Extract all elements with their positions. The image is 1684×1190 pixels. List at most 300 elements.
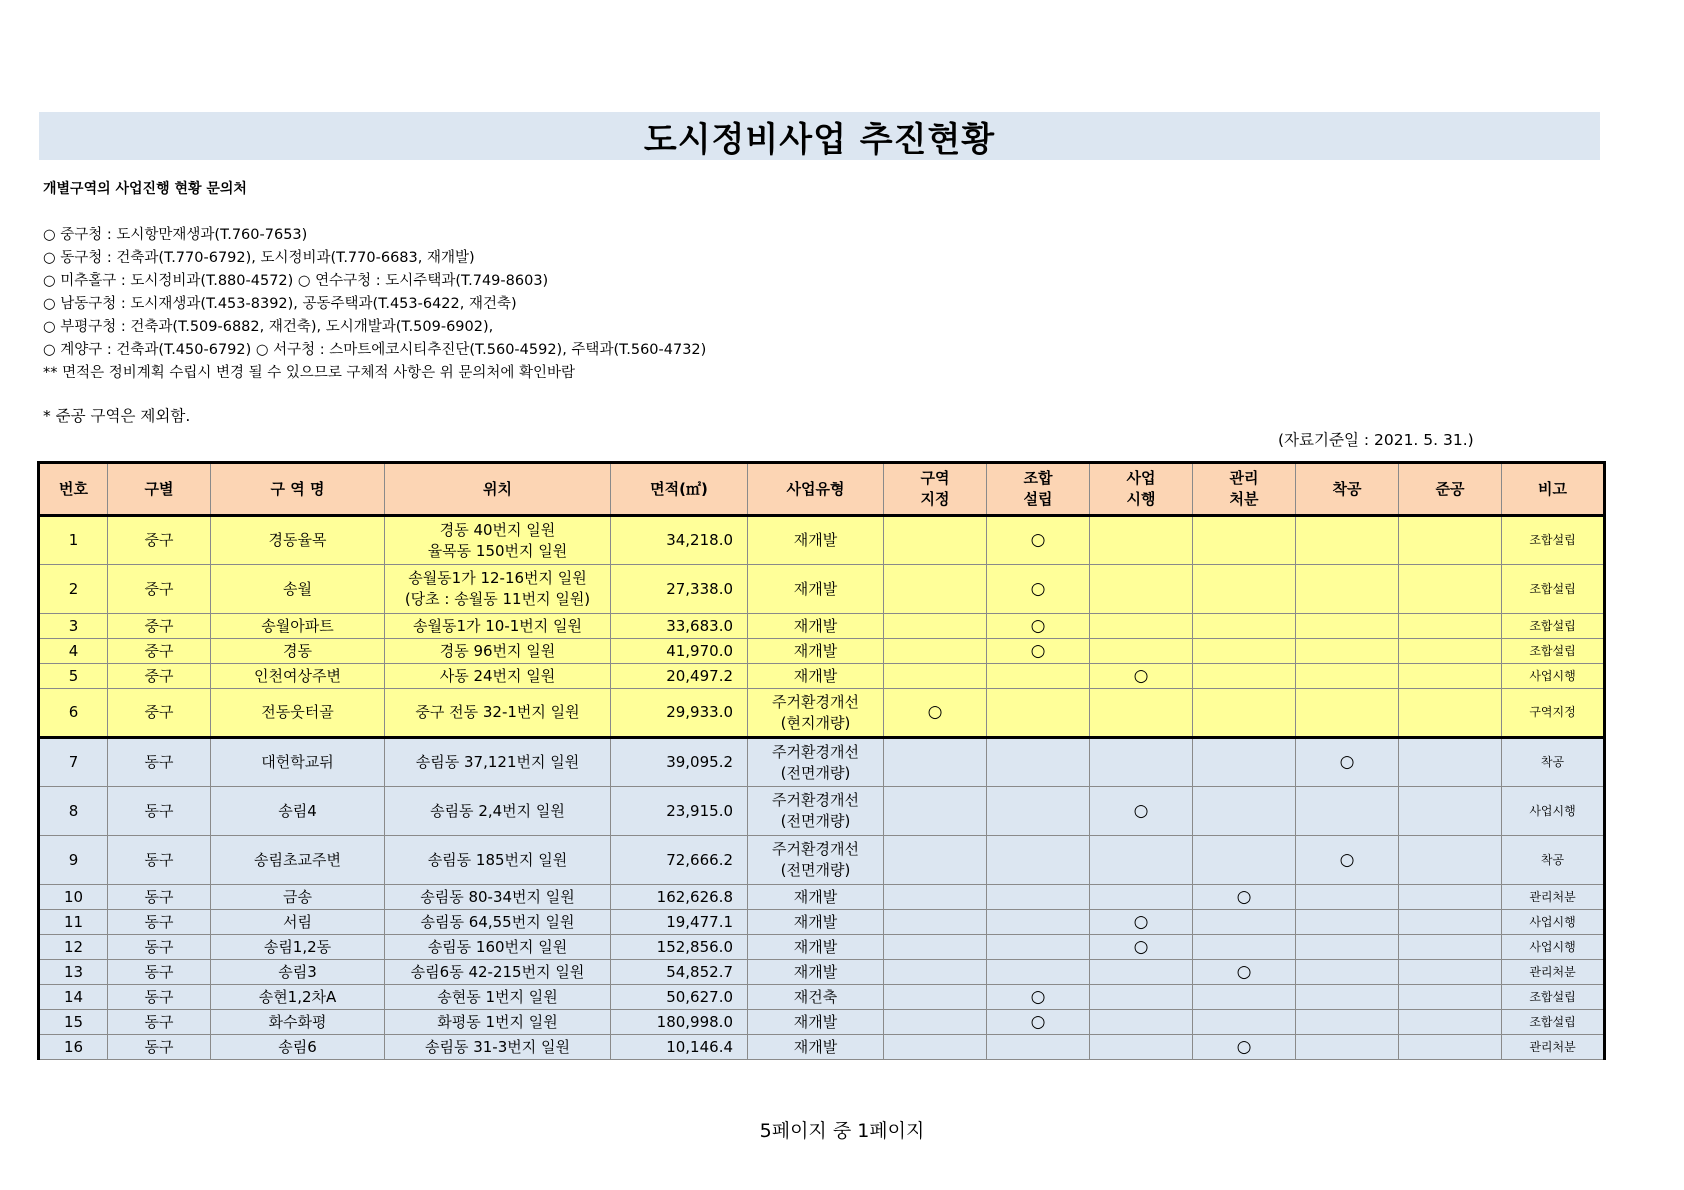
table-row — [39, 565, 1605, 614]
stage-2-cell — [987, 1035, 1090, 1060]
stage-3-cell — [1090, 738, 1193, 787]
stage-4-cell — [1193, 689, 1296, 738]
stage-4-cell — [1193, 565, 1296, 614]
stage-2-cell — [987, 787, 1090, 836]
row-area: 29,933.0 — [611, 689, 748, 738]
stage-mark-icon: ○ — [1030, 640, 1046, 661]
row-location — [385, 910, 611, 935]
title-bar — [39, 112, 1600, 160]
row-district: 동구 — [108, 1035, 211, 1060]
stage-1-cell — [884, 910, 987, 935]
stage-2-cell — [987, 565, 1090, 614]
stage-3-cell — [1090, 1035, 1193, 1060]
row-type-line: 주거환경개선 — [772, 742, 859, 761]
row-area: 33,683.0 — [611, 614, 748, 639]
row-type — [748, 910, 884, 935]
row-district: 동구 — [108, 935, 211, 960]
stage-6-cell — [1399, 516, 1502, 565]
header-district: 구별 — [108, 463, 211, 516]
row-remarks: 착공 — [1502, 836, 1605, 885]
row-zone-name: 서림 — [211, 910, 385, 935]
stage-2-cell — [987, 1010, 1090, 1035]
row-remarks: 착공 — [1502, 738, 1605, 787]
row-zone-name: 송월아파트 — [211, 614, 385, 639]
row-remarks: 관리처분 — [1502, 960, 1605, 985]
row-location — [385, 565, 611, 614]
contact-line: ○ 중구청 : 도시항만재생과(T.760-7653) — [43, 227, 308, 243]
stage-3-cell — [1090, 836, 1193, 885]
row-area: 23,915.0 — [611, 787, 748, 836]
stage-3-cell — [1090, 910, 1193, 935]
table-row — [39, 689, 1605, 738]
stage-6-cell — [1399, 935, 1502, 960]
table-row — [39, 639, 1605, 664]
stage-4-cell — [1193, 985, 1296, 1010]
row-remarks: 조합설립 — [1502, 985, 1605, 1010]
stage-4-cell — [1193, 836, 1296, 885]
stage-mark-icon: ○ — [1030, 578, 1046, 599]
row-type — [748, 885, 884, 910]
stage-2-cell — [987, 664, 1090, 689]
row-number: 8 — [39, 787, 108, 836]
stage-5-cell — [1296, 935, 1399, 960]
row-type-line: 재건축 — [793, 987, 838, 1006]
row-type — [748, 1035, 884, 1060]
stage-2-cell — [987, 516, 1090, 565]
row-zone-name: 송월 — [211, 565, 385, 614]
row-location — [385, 1035, 611, 1060]
stage-4-cell — [1193, 516, 1296, 565]
row-area: 72,666.2 — [611, 836, 748, 885]
header-no: 번호 — [39, 463, 108, 516]
row-area: 41,970.0 — [611, 639, 748, 664]
row-location-line: 송림동 2,4번지 일원 — [430, 801, 565, 820]
row-location-line: 송월동1가 10-1번지 일원 — [412, 616, 583, 635]
row-type — [748, 985, 884, 1010]
stage-1-cell — [884, 985, 987, 1010]
row-zone-name: 송림초교주변 — [211, 836, 385, 885]
stage-4-cell — [1193, 885, 1296, 910]
stage-3-cell — [1090, 787, 1193, 836]
row-remarks: 관리처분 — [1502, 885, 1605, 910]
row-location-line: 송림6동 42-215번지 일원 — [410, 962, 585, 981]
stage-1-cell — [884, 836, 987, 885]
table-row — [39, 787, 1605, 836]
stage-mark-icon: ○ — [1236, 886, 1252, 907]
row-location — [385, 836, 611, 885]
row-district: 중구 — [108, 639, 211, 664]
row-district: 중구 — [108, 516, 211, 565]
stage-1-cell — [884, 689, 987, 738]
stage-mark-icon: ○ — [1030, 530, 1046, 550]
table-row — [39, 836, 1605, 885]
stage-4-cell — [1193, 910, 1296, 935]
table-row — [39, 960, 1605, 985]
stage-mark-icon: ○ — [1030, 1011, 1046, 1032]
stage-3-cell — [1090, 664, 1193, 689]
header-location: 위치 — [385, 463, 611, 516]
stage-5-cell — [1296, 1010, 1399, 1035]
row-district: 동구 — [108, 1010, 211, 1035]
row-district: 동구 — [108, 910, 211, 935]
row-zone-name: 금송 — [211, 885, 385, 910]
row-zone-name: 전동웃터골 — [211, 689, 385, 738]
stage-1-cell — [884, 565, 987, 614]
stage-5-cell — [1296, 836, 1399, 885]
row-location-line: 경동 96번지 일원 — [439, 641, 556, 660]
row-district: 중구 — [108, 565, 211, 614]
stage-4-cell — [1193, 935, 1296, 960]
row-number: 7 — [39, 738, 108, 787]
row-type — [748, 960, 884, 985]
stage-4-cell — [1193, 1010, 1296, 1035]
table-row — [39, 614, 1605, 639]
stage-2-cell — [987, 885, 1090, 910]
stage-5-cell — [1296, 565, 1399, 614]
row-type — [748, 516, 884, 565]
stage-mark-icon: ○ — [1339, 849, 1355, 870]
row-number: 11 — [39, 910, 108, 935]
row-location — [385, 960, 611, 985]
row-location-line: 송림동 160번지 일원 — [427, 937, 568, 956]
row-area: 27,338.0 — [611, 565, 748, 614]
row-remarks: 조합설립 — [1502, 1010, 1605, 1035]
stage-5-cell — [1296, 689, 1399, 738]
row-number: 6 — [39, 689, 108, 738]
table-row — [39, 885, 1605, 910]
stage-3-cell — [1090, 935, 1193, 960]
row-location — [385, 689, 611, 738]
row-remarks: 조합설립 — [1502, 614, 1605, 639]
row-type-line: 주거환경개선 — [772, 840, 859, 858]
row-location — [385, 787, 611, 836]
stage-6-cell — [1399, 910, 1502, 935]
row-zone-name: 송림3 — [211, 960, 385, 985]
stage-1-cell — [884, 787, 987, 836]
row-number: 2 — [39, 565, 108, 614]
stage-3-cell — [1090, 985, 1193, 1010]
row-district: 동구 — [108, 738, 211, 787]
row-area: 162,626.8 — [611, 885, 748, 910]
stage-4-cell — [1193, 614, 1296, 639]
stage-3-cell — [1090, 689, 1193, 738]
stage-5-cell — [1296, 664, 1399, 689]
row-type — [748, 935, 884, 960]
row-number: 9 — [39, 836, 108, 885]
row-zone-name: 대헌학교뒤 — [211, 738, 385, 787]
row-district: 중구 — [108, 689, 211, 738]
contact-note: ** 면적은 정비계획 수립시 변경 될 수 있으므로 구체적 사항은 위 문의처에 확인바람 — [43, 365, 576, 381]
stage-mark-icon: ○ — [1339, 752, 1355, 772]
contact-line: ○ 미추홀구 : 도시정비과(T.880-4572) ○ 연수구청 : 도시주택과(T.749-8603) — [43, 273, 549, 289]
header-area: 면적(㎡) — [611, 463, 748, 516]
stage-5-cell — [1296, 639, 1399, 664]
row-type — [748, 689, 884, 738]
row-type-line: (전면개량) — [780, 763, 851, 782]
stage-6-cell — [1399, 738, 1502, 787]
stage-2-cell — [987, 614, 1090, 639]
row-type-line: 재개발 — [793, 616, 838, 635]
row-location — [385, 935, 611, 960]
row-remarks: 구역지정 — [1502, 689, 1605, 738]
row-district: 동구 — [108, 836, 211, 885]
contact-line: ○ 동구청 : 건축과(T.770-6792), 도시정비과(T.770-6683, 재개발) — [43, 250, 475, 266]
row-type — [748, 565, 884, 614]
row-zone-name: 경동율목 — [211, 516, 385, 565]
row-type-line: (전면개량) — [780, 861, 851, 879]
row-area: 50,627.0 — [611, 985, 748, 1010]
stage-6-cell — [1399, 1035, 1502, 1060]
row-zone-name: 송림6 — [211, 1035, 385, 1060]
stage-6-cell — [1399, 836, 1502, 885]
table-row — [39, 516, 1605, 565]
row-location-line: 송림동 31-3번지 일원 — [424, 1037, 570, 1056]
contact-line: ○ 남동구청 : 도시재생과(T.453-8392), 공동주택과(T.453-6422, 재건축) — [43, 296, 517, 312]
row-remarks: 사업시행 — [1502, 664, 1605, 689]
header-stage-disposal: 관리 처분 — [1193, 463, 1296, 516]
stage-3-cell — [1090, 639, 1193, 664]
stage-4-cell — [1193, 1035, 1296, 1060]
row-zone-name: 화수화평 — [211, 1010, 385, 1035]
contact-line: ○ 부평구청 : 건축과(T.509-6882, 재건축), 도시개발과(T.509-6902), — [43, 319, 494, 335]
project-table — [37, 461, 1606, 1060]
row-number: 4 — [39, 639, 108, 664]
row-location-line: 송림동 64,55번지 일원 — [420, 912, 575, 931]
stage-2-cell — [987, 836, 1090, 885]
row-district: 동구 — [108, 787, 211, 836]
row-area: 34,218.0 — [611, 516, 748, 565]
row-type-line: 재개발 — [793, 1012, 838, 1031]
stage-4-cell — [1193, 664, 1296, 689]
row-remarks: 조합설립 — [1502, 639, 1605, 664]
row-type-line: (현지개량) — [780, 713, 851, 732]
row-remarks: 조합설립 — [1502, 565, 1605, 614]
row-location — [385, 985, 611, 1010]
row-type-line: 재개발 — [793, 937, 838, 956]
exclude-note: * 준공 구역은 제외함. — [43, 407, 191, 425]
stage-mark-icon: ○ — [1236, 961, 1252, 982]
header-stage-designation: 구역 지정 — [884, 463, 987, 516]
row-location-line: 송현동 1번지 일원 — [437, 987, 558, 1006]
row-area: 19,477.1 — [611, 910, 748, 935]
stage-5-cell — [1296, 787, 1399, 836]
header-type: 사업유형 — [748, 463, 884, 516]
stage-3-cell — [1090, 960, 1193, 985]
stage-6-cell — [1399, 689, 1502, 738]
row-location-line: 율목동 150번지 일원 — [427, 541, 568, 560]
stage-1-cell — [884, 960, 987, 985]
row-number: 12 — [39, 935, 108, 960]
stage-mark-icon: ○ — [1030, 615, 1046, 636]
stage-6-cell — [1399, 960, 1502, 985]
row-area: 180,998.0 — [611, 1010, 748, 1035]
row-type-line: 주거환경개선 — [772, 791, 859, 809]
stage-6-cell — [1399, 1010, 1502, 1035]
row-location — [385, 664, 611, 689]
stage-1-cell — [884, 935, 987, 960]
row-zone-name: 인천여상주변 — [211, 664, 385, 689]
stage-2-cell — [987, 689, 1090, 738]
stage-1-cell — [884, 614, 987, 639]
row-type-line: 재개발 — [793, 641, 838, 660]
contact-list — [43, 224, 706, 385]
stage-mark-icon: ○ — [927, 702, 943, 722]
row-area: 10,146.4 — [611, 1035, 748, 1060]
stage-mark-icon: ○ — [1133, 911, 1149, 932]
stage-6-cell — [1399, 614, 1502, 639]
stage-5-cell — [1296, 1035, 1399, 1060]
row-number: 10 — [39, 885, 108, 910]
row-type — [748, 836, 884, 885]
row-type-line: 재개발 — [793, 1037, 838, 1056]
row-zone-name: 송림4 — [211, 787, 385, 836]
row-location — [385, 738, 611, 787]
row-location — [385, 516, 611, 565]
row-number: 14 — [39, 985, 108, 1010]
row-number: 15 — [39, 1010, 108, 1035]
stage-5-cell — [1296, 910, 1399, 935]
stage-2-cell — [987, 738, 1090, 787]
row-type-line: 재개발 — [793, 887, 838, 906]
row-type-line: 재개발 — [793, 962, 838, 981]
stage-2-cell — [987, 910, 1090, 935]
table-row — [39, 1010, 1605, 1035]
row-district: 동구 — [108, 985, 211, 1010]
stage-6-cell — [1399, 664, 1502, 689]
table-row — [39, 910, 1605, 935]
stage-6-cell — [1399, 565, 1502, 614]
row-type-line: 재개발 — [793, 912, 838, 931]
stage-5-cell — [1296, 614, 1399, 639]
stage-2-cell — [987, 985, 1090, 1010]
stage-4-cell — [1193, 787, 1296, 836]
row-district: 동구 — [108, 960, 211, 985]
row-type — [748, 614, 884, 639]
row-type-line: 재개발 — [793, 579, 838, 598]
header-stage-union: 조합 설립 — [987, 463, 1090, 516]
row-type — [748, 738, 884, 787]
stage-2-cell — [987, 935, 1090, 960]
row-location-line: 송림동 37,121번지 일원 — [415, 753, 580, 771]
row-location-line: 송림동 80-34번지 일원 — [420, 887, 575, 906]
stage-3-cell — [1090, 885, 1193, 910]
stage-3-cell — [1090, 565, 1193, 614]
stage-4-cell — [1193, 738, 1296, 787]
row-number: 5 — [39, 664, 108, 689]
row-area: 54,852.7 — [611, 960, 748, 985]
row-zone-name: 경동 — [211, 639, 385, 664]
header-stage-implementation: 사업 시행 — [1090, 463, 1193, 516]
row-location — [385, 1010, 611, 1035]
row-location-line: 경동 40번지 일원 — [439, 520, 556, 539]
stage-4-cell — [1193, 639, 1296, 664]
stage-1-cell — [884, 1035, 987, 1060]
stage-3-cell — [1090, 614, 1193, 639]
row-type-line: (전면개량) — [780, 812, 851, 830]
page-number: 5페이지 중 1페이지 — [759, 1120, 925, 1142]
row-location — [385, 614, 611, 639]
row-area: 152,856.0 — [611, 935, 748, 960]
stage-6-cell — [1399, 985, 1502, 1010]
stage-mark-icon: ○ — [1030, 986, 1046, 1007]
stage-1-cell — [884, 1010, 987, 1035]
row-district: 중구 — [108, 664, 211, 689]
table-row — [39, 935, 1605, 960]
stage-5-cell — [1296, 960, 1399, 985]
stage-1-cell — [884, 738, 987, 787]
row-number: 13 — [39, 960, 108, 985]
row-remarks: 사업시행 — [1502, 910, 1605, 935]
row-number: 3 — [39, 614, 108, 639]
row-location — [385, 885, 611, 910]
stage-2-cell — [987, 639, 1090, 664]
contact-heading: 개별구역의 사업진행 현황 문의처 — [43, 181, 247, 197]
stage-4-cell — [1193, 960, 1296, 985]
table-row — [39, 1035, 1605, 1060]
row-location-line: 사동 24번지 일원 — [439, 666, 556, 685]
table-row — [39, 738, 1605, 787]
page-title: 도시정비사업 추진현황 — [643, 119, 996, 160]
stage-6-cell — [1399, 885, 1502, 910]
row-number: 16 — [39, 1035, 108, 1060]
row-zone-name: 송현1,2차A — [211, 985, 385, 1010]
stage-5-cell — [1296, 516, 1399, 565]
date-note: (자료기준일 : 2021. 5. 31.) — [1278, 431, 1474, 449]
stage-6-cell — [1399, 639, 1502, 664]
row-remarks: 관리처분 — [1502, 1035, 1605, 1060]
header-stage-completion: 준공 — [1399, 463, 1502, 516]
stage-5-cell — [1296, 885, 1399, 910]
row-type — [748, 1010, 884, 1035]
row-type — [748, 664, 884, 689]
row-zone-name: 송림1,2동 — [211, 935, 385, 960]
row-remarks: 사업시행 — [1502, 935, 1605, 960]
table-row — [39, 985, 1605, 1010]
row-type — [748, 639, 884, 664]
stage-1-cell — [884, 664, 987, 689]
row-type-line: 주거환경개선 — [772, 692, 859, 711]
row-location-line: 송월동1가 12-16번지 일원 — [408, 569, 587, 587]
stage-mark-icon: ○ — [1133, 800, 1149, 821]
header-zone-name: 구 역 명 — [211, 463, 385, 516]
row-area: 20,497.2 — [611, 664, 748, 689]
stage-5-cell — [1296, 985, 1399, 1010]
stage-mark-icon: ○ — [1236, 1036, 1252, 1057]
contact-line: ○ 계양구 : 건축과(T.450-6792) ○ 서구청 : 스마트에코시티추진단(T.560-4592), 주택과(T.560-4732) — [43, 342, 707, 358]
row-area: 39,095.2 — [611, 738, 748, 787]
row-district: 동구 — [108, 885, 211, 910]
row-location — [385, 639, 611, 664]
row-location-line: 화평동 1번지 일원 — [437, 1012, 558, 1031]
row-district: 중구 — [108, 614, 211, 639]
header-stage-construction: 착공 — [1296, 463, 1399, 516]
stage-mark-icon: ○ — [1133, 665, 1149, 686]
stage-2-cell — [987, 960, 1090, 985]
table-row — [39, 664, 1605, 689]
row-type-line: 재개발 — [793, 531, 838, 549]
stage-mark-icon: ○ — [1133, 936, 1149, 957]
row-location-line: 중구 전동 32-1번지 일원 — [415, 703, 580, 721]
row-type — [748, 787, 884, 836]
stage-1-cell — [884, 516, 987, 565]
stage-5-cell — [1296, 738, 1399, 787]
row-remarks: 조합설립 — [1502, 516, 1605, 565]
stage-6-cell — [1399, 787, 1502, 836]
row-type-line: 재개발 — [793, 666, 838, 685]
row-number: 1 — [39, 516, 108, 565]
stage-1-cell — [884, 639, 987, 664]
stage-1-cell — [884, 885, 987, 910]
